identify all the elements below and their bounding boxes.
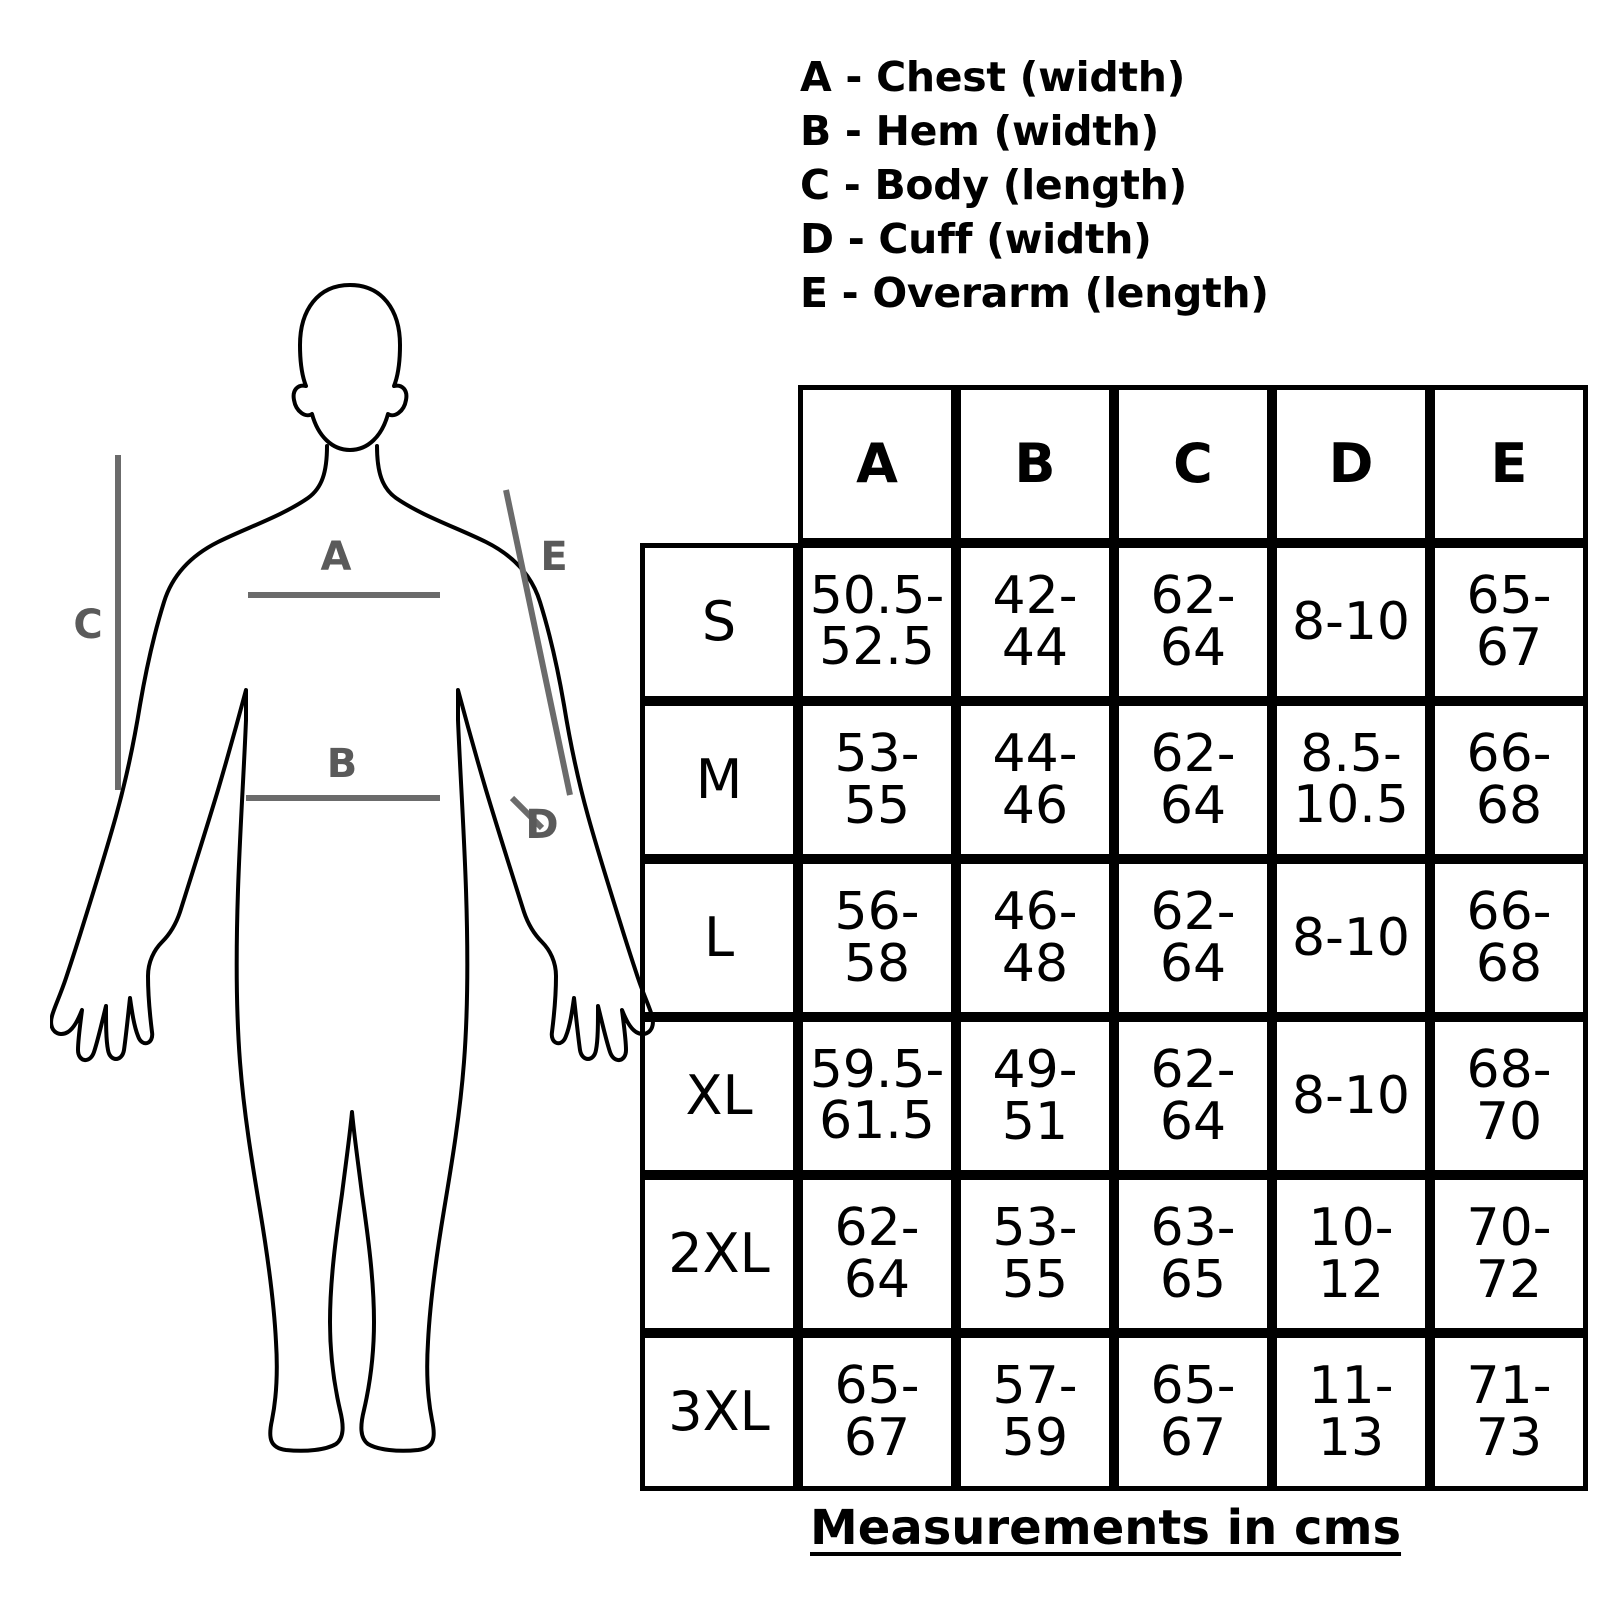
size-label-xl: XL [640, 1017, 798, 1175]
figure-label-chest: A [320, 534, 352, 580]
size-chart-table [640, 385, 1588, 1491]
figure-label-body: C [73, 602, 103, 648]
table-row [640, 1175, 1588, 1333]
cell-xl-d: 8-10 [1272, 1017, 1430, 1175]
table-row [640, 1017, 1588, 1175]
body-figure [50, 250, 690, 1470]
column-header-e: E [1430, 385, 1588, 543]
table-row [640, 1333, 1588, 1491]
cell-xl-a: 59.5- 61.5 [798, 1017, 956, 1175]
size-label-m: M [640, 701, 798, 859]
cell-l-c: 62-64 [1114, 859, 1272, 1017]
cell-3xl-b: 57-59 [956, 1333, 1114, 1491]
cell-2xl-b: 53-55 [956, 1175, 1114, 1333]
cell-s-d: 8-10 [1272, 543, 1430, 701]
table-corner-cell [640, 385, 798, 543]
column-header-a: A [798, 385, 956, 543]
cell-m-b: 44-46 [956, 701, 1114, 859]
table-row [640, 701, 1588, 859]
cell-s-b: 42-44 [956, 543, 1114, 701]
legend-item-cuff: D - Cuff (width) [800, 215, 1152, 264]
cell-3xl-d: 11-13 [1272, 1333, 1430, 1491]
cell-l-d: 8-10 [1272, 859, 1430, 1017]
column-header-c: C [1114, 385, 1272, 543]
cell-l-b: 46-48 [956, 859, 1114, 1017]
cell-m-e: 66-68 [1430, 701, 1588, 859]
size-label-l: L [640, 859, 798, 1017]
cell-s-c: 62-64 [1114, 543, 1272, 701]
cell-m-a: 53-55 [798, 701, 956, 859]
size-label-s: S [640, 543, 798, 701]
table-header-row [640, 385, 1588, 543]
figure-label-hem: B [326, 741, 358, 787]
cell-s-a: 50.5- 52.5 [798, 543, 956, 701]
cell-m-c: 62-64 [1114, 701, 1272, 859]
legend-item-body: C - Body (length) [800, 161, 1187, 210]
column-header-d: D [1272, 385, 1430, 543]
cell-3xl-a: 65-67 [798, 1333, 956, 1491]
cell-l-e: 66-68 [1430, 859, 1588, 1017]
cell-2xl-e: 70-72 [1430, 1175, 1588, 1333]
measurement-unit-note: Measurements in cms [810, 1500, 1402, 1556]
cell-2xl-c: 63-65 [1114, 1175, 1272, 1333]
figure-label-overarm: E [540, 534, 568, 580]
table-row [640, 859, 1588, 1017]
legend-item-chest: A - Chest (width) [800, 53, 1186, 101]
size-label-3xl: 3XL [640, 1333, 798, 1491]
cell-3xl-c: 65-67 [1114, 1333, 1272, 1491]
cell-3xl-e: 71-73 [1430, 1333, 1588, 1491]
cell-xl-b: 49-51 [956, 1017, 1114, 1175]
cell-2xl-d: 10-12 [1272, 1175, 1430, 1333]
column-header-b: B [956, 385, 1114, 543]
cell-xl-e: 68-70 [1430, 1017, 1588, 1175]
cell-m-d: 8.5- 10.5 [1272, 701, 1430, 859]
cell-s-e: 65-67 [1430, 543, 1588, 701]
legend-item-hem: B - Hem (width) [800, 107, 1159, 156]
cell-xl-c: 62-64 [1114, 1017, 1272, 1175]
cell-l-a: 56-58 [798, 859, 956, 1017]
table-row [640, 543, 1588, 701]
measurement-legend [800, 50, 1540, 321]
legend-item-overarm: E - Overarm (length) [800, 269, 1269, 318]
cell-2xl-a: 62-64 [798, 1175, 956, 1333]
size-label-2xl: 2XL [640, 1175, 798, 1333]
figure-label-cuff: D [525, 802, 559, 848]
